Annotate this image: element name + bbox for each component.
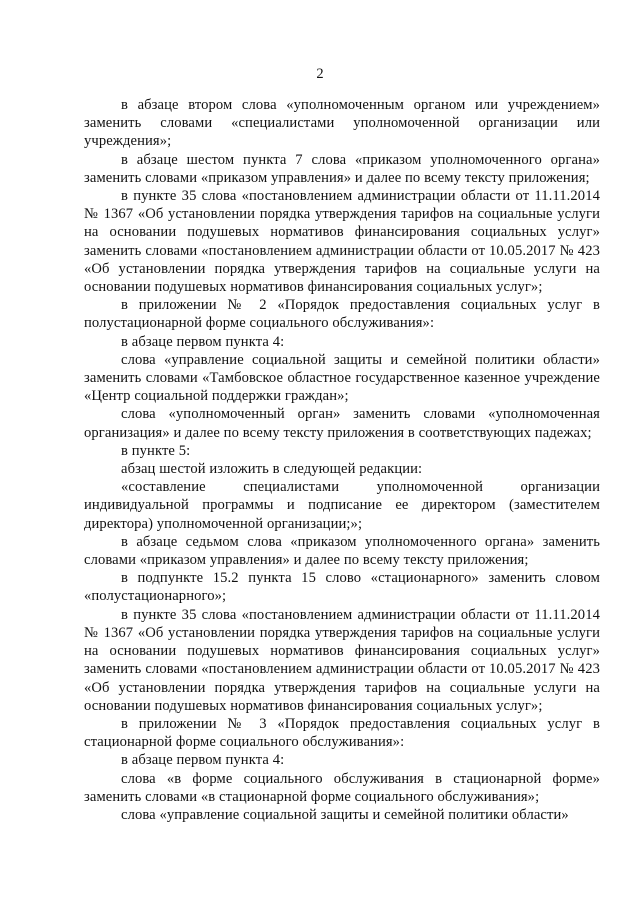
paragraph: в пункте 5: — [121, 442, 191, 459]
paragraph: в абзаце втором слова «уполномоченным органом или учреждением» заменить словами «специалистами уполномоченной организации или учреждения»; — [84, 97, 600, 150]
paragraph: в абзаце первом пункта 4: — [121, 333, 285, 350]
paragraph: абзац шестой изложить в следующей редакции: — [121, 461, 423, 478]
paragraph: «составление специалистами уполномоченной организации индивидуальной программы и подписание ее директором (заместителем директора) уполномоченной организации;»; — [84, 479, 600, 532]
paragraph: в абзаце первом пункта 4: — [121, 752, 285, 769]
paragraph: слова «управление социальной защиты и семейной политики области» заменить словами «Тамбовское областное государственное казенное учреждение «Центр социальной поддержки граждан»; — [84, 351, 600, 405]
paragraph: слова «в форме социального обслуживания в стационарной форме» заменить словами «в стационарной форме социального обслуживания»; — [84, 770, 600, 805]
paragraph: в абзаце седьмом слова «приказом уполномоченного органа» заменить словами «приказом управления» и далее по всему тексту приложения; — [84, 533, 600, 569]
paragraph: в подпункте 15.2 пункта 15 слово «стационарного» заменить словом «полустационарного»; — [84, 570, 600, 605]
page-number: 2 — [316, 66, 324, 82]
paragraph: в приложении № 2 «Порядок предоставления социальных услуг в полустационарной форме социального обслуживания»: — [84, 297, 600, 332]
paragraph: в абзаце шестом пункта 7 слова «приказом уполномоченного органа» заменить словами «приказом управления» и далее по всему тексту приложения; — [84, 151, 600, 186]
paragraph: слова «управление социальной защиты и семейной политики области» — [121, 806, 569, 823]
document-body — [84, 96, 600, 824]
paragraph: слова «уполномоченный орган» заменить словами «уполномоченная организация» и далее по всему тексту приложения в соответствующих падежах; — [84, 406, 600, 441]
paragraph: в приложении № 3 «Порядок предоставления социальных услуг в стационарной форме социального обслуживания»: — [84, 715, 600, 751]
paragraph: в пункте 35 слова «постановлением администрации области от 11.11.2014 № 1367 «Об установлении порядка утверждения тарифов на социальные услуги на основании подушевых нормативов финансирования социальных услуг» заменить словами «постановлением администрации области от 10.05.2017 № 423 «Об установлении порядка утверждения тарифов на социальные услуги на основании подушевых нормативов финансирования социальных услуг»; — [84, 188, 600, 296]
paragraph: в пункте 35 слова «постановлением администрации области от 11.11.2014 № 1367 «Об установлении порядка утверждения тарифов на социальные услуги на основании подушевых нормативов финансирования социальных услуг» заменить словами «постановлением администрации области от 10.05.2017 № 423 «Об установлении порядка утверждения тарифов на социальные услуги на основании подушевых нормативов финансирования социальных услуг»; — [84, 606, 600, 714]
